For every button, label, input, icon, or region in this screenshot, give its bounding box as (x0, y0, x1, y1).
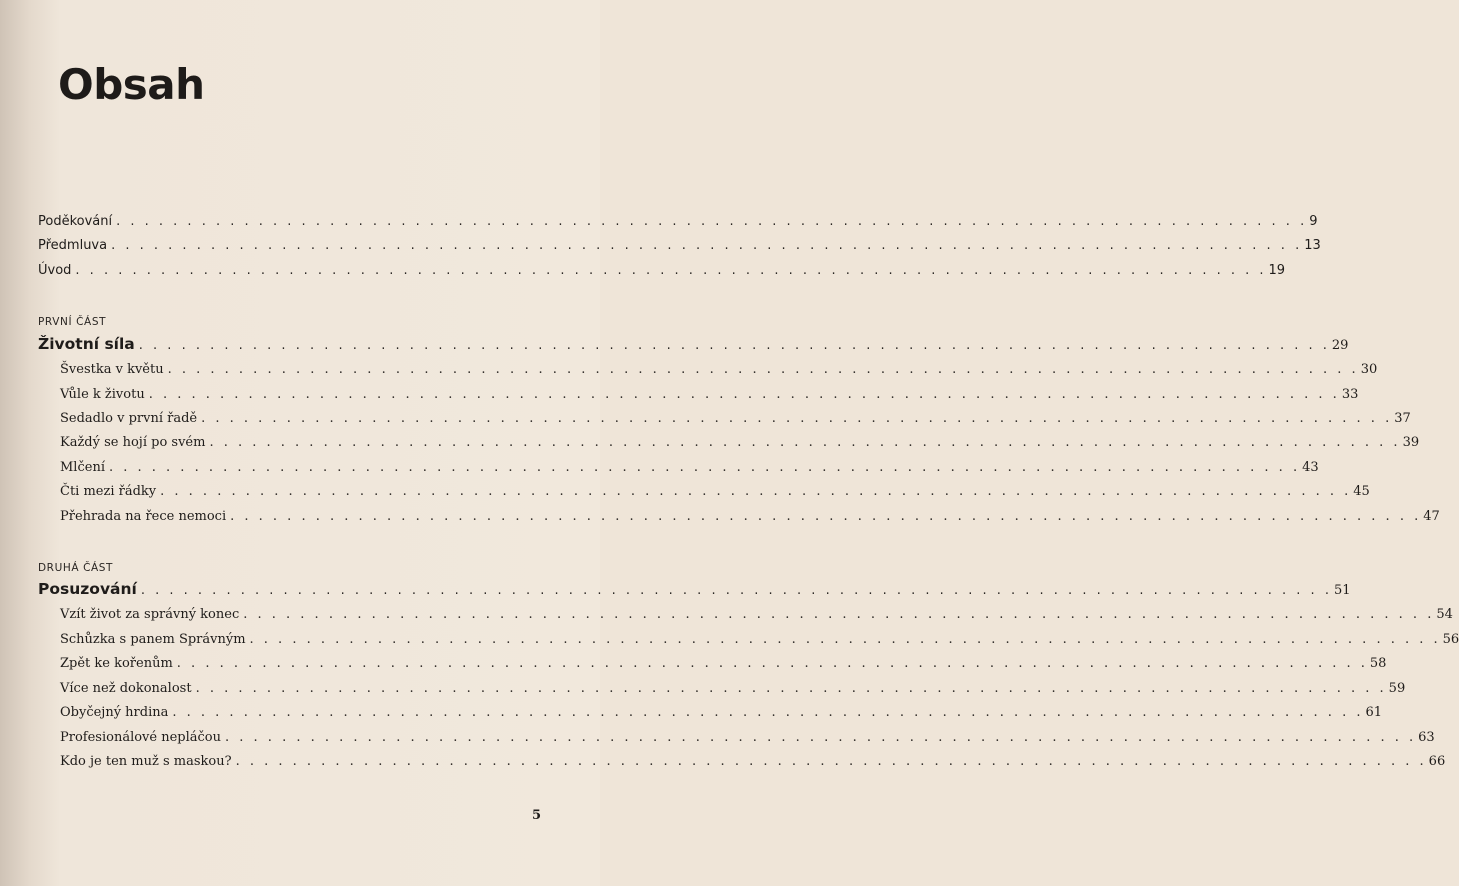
toc-entry-label: Předmluva (38, 238, 108, 253)
toc-entry-label: Švestka v květu (60, 362, 164, 377)
toc-entry (60, 607, 1453, 622)
toc-entry-label: Více než dokonalost (60, 681, 192, 696)
dot-leader: . . . . . . . . . . . . . . . . . . . . . . . . . . . . . . . . . . . . . . . . . . . . . . . . . . . . . . . . . . . . . . . . . . . . . . . . . . . . . . . . . . . . (235, 754, 1427, 769)
toc-entry-label: Poděkování (38, 214, 113, 229)
toc-entry-label: Obyčejný hrdina (60, 705, 169, 720)
toc-entry-label: Sedadlo v první řadě (60, 411, 198, 426)
toc-entry-page: 45 (1353, 484, 1370, 499)
toc-entry (60, 632, 1459, 647)
toc-part-title (38, 580, 1351, 598)
dot-leader: . . . . . . . . . . . . . . . . . . . . . . . . . . . . . . . . . . . . . . . . . . . . . . . . . . . . . . . . . . . . . . . . . . . . . . . . . . . . . . . . . . . . (148, 387, 1340, 402)
dot-leader: . . . . . . . . . . . . . . . . . . . . . . . . . . . . . . . . . . . . . . . . . . . . . . . . . . . . . . . . . . . . . . . . . . . . . . . . . . . . . . . . . . . . (75, 263, 1267, 278)
toc-entry-page: 37 (1394, 411, 1411, 426)
dot-leader: . . . . . . . . . . . . . . . . . . . . . . . . . . . . . . . . . . . . . . . . . . . . . . . . . . . . . . . . . . . . . . . . . . . . . . . . . . . . . . . . . . . . (167, 362, 1359, 377)
toc-entry-acknowledgements (38, 214, 1318, 229)
dot-leader: . . . . . . . . . . . . . . . . . . . . . . . . . . . . . . . . . . . . . . . . . . . . . . . . . . . . . . . . . . . . . . . . . . . . . . . . . . . . . . . . . . . . (108, 460, 1301, 475)
dot-leader: . . . . . . . . . . . . . . . . . . . . . . . . . . . . . . . . . . . . . . . . . . . . . . . . . . . . . . . . . . . . . . . . . . . . . . . . . . . . . . . . . . . . (172, 705, 1364, 720)
toc-entry-label: Mlčení (60, 460, 105, 475)
toc-entry-page: 9 (1309, 214, 1318, 229)
part-label: PRVNÍ ČÁST (38, 316, 107, 328)
toc-entry (60, 656, 1387, 671)
toc-entry (60, 460, 1319, 475)
toc-entry-label: Vůle k životu (60, 387, 145, 402)
toc-entry-label: Profesionálové nepláčou (60, 730, 222, 745)
toc-entry-page: 19 (1268, 263, 1286, 278)
toc-entry-page: 33 (1341, 387, 1359, 402)
toc-entry (60, 387, 1359, 402)
toc-entry-page: 56 (1442, 632, 1459, 647)
toc-entry-page: 39 (1402, 435, 1420, 450)
dot-leader: . . . . . . . . . . . . . . . . . . . . . . . . . . . . . . . . . . . . . . . . . . . . . . . . . . . . . . . . . . . . . . . . . . . . . . . . . . . . . . . . . . . . (111, 238, 1303, 253)
toc-entry-page: 29 (1331, 338, 1349, 353)
toc-entry-label: Vzít život za správný konec (60, 607, 240, 622)
toc-entry-page: 63 (1418, 730, 1435, 745)
toc-entry-label: Čti mezi řádky (60, 484, 157, 499)
toc-entry (60, 730, 1435, 745)
dot-leader: . . . . . . . . . . . . . . . . . . . . . . . . . . . . . . . . . . . . . . . . . . . . . . . . . . . . . . . . . . . . . . . . . . . . . . . . . . . . . . . . . . . . (176, 656, 1368, 671)
toc-entry-page: 58 (1369, 656, 1387, 671)
dot-leader: . . . . . . . . . . . . . . . . . . . . . . . . . . . . . . . . . . . . . . . . . . . . . . . . . . . . . . . . . . . . . . . . . . . . . . . . . . . . . . . . . . . . (243, 607, 1435, 622)
toc-entry-label: Životní síla (38, 335, 135, 353)
toc-entry-label: Zpět ke kořenům (60, 656, 173, 671)
dot-leader: . . . . . . . . . . . . . . . . . . . . . . . . . . . . . . . . . . . . . . . . . . . . . . . . . . . . . . . . . . . . . . . . . . . . . . . . . . . . . . . . . . . . (209, 435, 1401, 450)
dot-leader: . . . . . . . . . . . . . . . . . . . . . . . . . . . . . . . . . . . . . . . . . . . . . . . . . . . . . . . . . . . . . . . . . . . . . . . . . . . . . . . . . . . . (160, 484, 1352, 499)
part-label: DRUHÁ ČÁST (38, 562, 114, 574)
toc-entry-page: 51 (1333, 583, 1351, 598)
toc-entry-page: 54 (1436, 607, 1453, 622)
toc-entry (60, 411, 1411, 426)
page-number: 5 (532, 808, 542, 823)
toc-entry-page: 43 (1302, 460, 1319, 475)
toc-entry-label: Kdo je ten muž s maskou? (60, 754, 232, 769)
toc-entry-label: Úvod (38, 263, 72, 278)
dot-leader: . . . . . . . . . . . . . . . . . . . . . . . . . . . . . . . . . . . . . . . . . . . . . . . . . . . . . . . . . . . . . . . . . . . . . . . . . . . . . . . . . . . . (116, 214, 1308, 229)
toc-entry (60, 681, 1406, 696)
toc-entry-page: 30 (1360, 362, 1378, 377)
toc-entry (60, 362, 1378, 377)
toc-entry-label: Přehrada na řece nemoci (60, 509, 227, 524)
toc-entry-label: Schůzka s panem Správným (60, 632, 246, 647)
toc-entry-page: 47 (1423, 509, 1440, 524)
toc-entry (60, 509, 1440, 524)
toc-entry-introduction (38, 263, 1286, 278)
dot-leader: . . . . . . . . . . . . . . . . . . . . . . . . . . . . . . . . . . . . . . . . . . . . . . . . . . . . . . . . . . . . . . . . . . . . . . . . . . . . . . . . . . . . (230, 509, 1422, 524)
toc-entry (60, 435, 1420, 450)
toc-entry-label: Posuzování (38, 580, 137, 598)
page-title: Obsah (58, 60, 205, 109)
dot-leader: . . . . . . . . . . . . . . . . . . . . . . . . . . . . . . . . . . . . . . . . . . . . . . . . . . . . . . . . . . . . . . . . . . . . . . . . . . . . . . . . . . . . (140, 583, 1332, 598)
toc-entry-label: Každý se hojí po svém (60, 435, 206, 450)
toc-entry (60, 705, 1383, 720)
toc-entry-page: 61 (1365, 705, 1383, 720)
toc-part-title (38, 335, 1349, 353)
toc-entry (60, 484, 1370, 499)
toc-entry-page: 66 (1428, 754, 1446, 769)
dot-leader: . . . . . . . . . . . . . . . . . . . . . . . . . . . . . . . . . . . . . . . . . . . . . . . . . . . . . . . . . . . . . . . . . . . . . . . . . . . . . . . . . . . . (138, 338, 1330, 353)
dot-leader: . . . . . . . . . . . . . . . . . . . . . . . . . . . . . . . . . . . . . . . . . . . . . . . . . . . . . . . . . . . . . . . . . . . . . . . . . . . . . . . . . . . . (225, 730, 1417, 745)
dot-leader: . . . . . . . . . . . . . . . . . . . . . . . . . . . . . . . . . . . . . . . . . . . . . . . . . . . . . . . . . . . . . . . . . . . . . . . . . . . . . . . . . . . . (249, 632, 1441, 647)
dot-leader: . . . . . . . . . . . . . . . . . . . . . . . . . . . . . . . . . . . . . . . . . . . . . . . . . . . . . . . . . . . . . . . . . . . . . . . . . . . . . . . . . . . . (195, 681, 1387, 696)
toc-entry-preface (38, 238, 1321, 253)
toc-entry (60, 754, 1446, 769)
toc-entry-page: 13 (1304, 238, 1321, 253)
toc-entry-page: 59 (1388, 681, 1406, 696)
dot-leader: . . . . . . . . . . . . . . . . . . . . . . . . . . . . . . . . . . . . . . . . . . . . . . . . . . . . . . . . . . . . . . . . . . . . . . . . . . . . . . . . . . . . (201, 411, 1393, 426)
